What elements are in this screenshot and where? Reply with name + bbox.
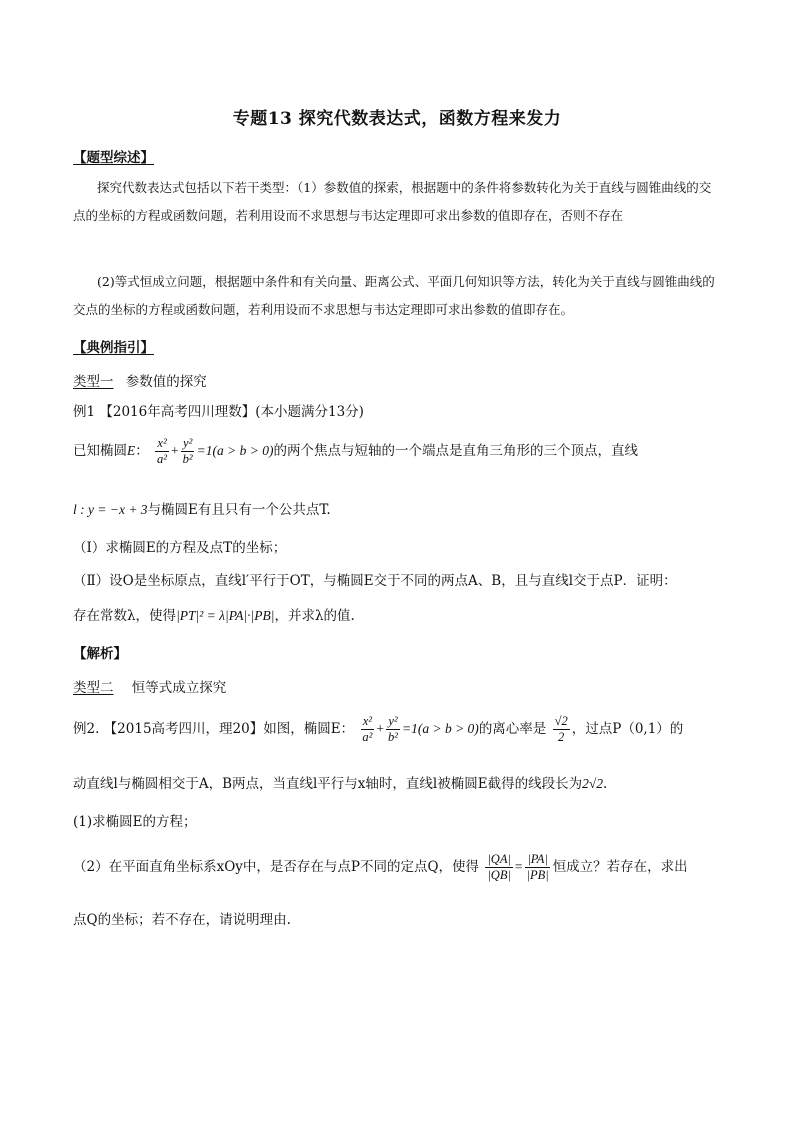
- example1-line-2: l : y = −x + 3与椭圆E有且只有一个公共点T.: [73, 502, 331, 518]
- section-heading-guide: 【典例指引】: [73, 340, 154, 356]
- eccentricity-fraction: $\frac{√2}{2}$: [554, 714, 568, 744]
- ellipse-equation-tail: =1(a > b > 0): [196, 443, 274, 458]
- question-2: （Ⅱ）设O是坐标原点，直线l′平行于OT，与椭圆E交于不同的两点A、B，且与直线l交于点P．证明：: [73, 573, 677, 589]
- example1-text-post: 的两个焦点与短轴的一个端点是直角三角形的三个顶点，直线: [273, 443, 638, 459]
- type2-label: 类型二: [73, 680, 114, 696]
- overview-paragraph-1: 探究代数表达式包括以下若干类型：（1）参数值的探索，根据题中的条件将参数转化为关于直线与圆锥曲线的交点的坐标的方程或函数问题，若利用设而不求思想与韦达定理即可求出参数的值即存在，否则不存在: [73, 180, 712, 223]
- example1-heading: 例1 【2016年高考四川理数】(本小题满分13分): [73, 404, 364, 420]
- type1-title: 参数值的探究: [125, 374, 207, 390]
- ellipse-name: E: [127, 443, 136, 458]
- type1-heading: [73, 370, 733, 390]
- example2-line-1: 例2. 【2015高考四川，理20】如图，椭圆E： $\frac{\text{x²}}{\text{a²}}$ + $\frac{\text{y²}}{\text{b²}}$ =1(a > b > 0)的离心率是 $\frac{√2}{2}$ ，过点P（0,1）的: [73, 714, 684, 744]
- example1-text: 已知椭圆: [73, 443, 127, 459]
- example2-question-2: （2）在平面直角坐标系xOy中，是否存在与点P不同的定点Q，使得 $\frac{|QA|}{|QB|}$ = $\frac{|PA|}{|PB|}$ 恒成立？若存在，求出: [73, 852, 688, 882]
- line-equation: l : y = −x + 3: [73, 502, 148, 517]
- overview-paragraph-2: (2)等式恒成立问题，根据题中条件和有关向量、距离公式、平面几何知识等方法，转化为关于直线与圆锥曲线的交点的坐标的方程或函数问题，若利用设而不求思想与韦达定理即可求出参数的值即存在。: [73, 274, 715, 317]
- example1-line-1: 已知椭圆E： $\frac{\text{x²}}{\text{a²}}$ + $\frac{\text{y²}}{\text{b²}}$ =1(a > b > 0)的两个焦点与短轴的一个端点是直角三角形的三个顶点，直线: [73, 436, 638, 466]
- fraction-x2-a2-ex2: $\frac{\text{x²}}{\text{a²}}$: [362, 714, 373, 744]
- example2-line-2: 动直线l与椭圆相交于A，B两点，当直线l平行与x轴时，直线l被椭圆E截得的线段长为2√2.: [73, 776, 608, 792]
- type2-title: 恒等式成立探究: [131, 680, 227, 696]
- section-heading-overview: 【题型综述】: [73, 150, 154, 166]
- ratio-qa-qb: $\frac{|QA|}{|QB|}$: [487, 852, 511, 882]
- colon: ：: [135, 443, 149, 459]
- ratio-pa-pb: $\frac{|PA|}{|PB|}$: [526, 852, 549, 882]
- pt-equation: |PT|² = λ|PA|·|PB|: [176, 608, 275, 623]
- example2-question-2-continued: 点Q的坐标；若不存在，请说明理由.: [73, 912, 291, 928]
- page-title: 专题13 探究代数表达式，函数方程来发力: [232, 109, 562, 129]
- question-2-continued: 存在常数λ，使得|PT|² = λ|PA|·|PB|，并求λ的值.: [73, 608, 355, 624]
- question-1: （Ⅰ）求椭圆E的方程及点T的坐标；: [73, 540, 287, 556]
- fraction-x2-a2: $\frac{\text{x²}}{\text{a²}}$: [157, 436, 168, 466]
- segment-length: 2√2: [582, 776, 604, 791]
- type1-label: 类型一: [73, 374, 114, 390]
- type2-heading: [73, 676, 733, 696]
- fraction-y2-b2-ex2: $\frac{\text{y²}}{\text{b²}}$: [387, 714, 398, 744]
- example2-question-1: (1)求椭圆E的方程；: [73, 814, 197, 830]
- fraction-y2-b2: $\frac{\text{y²}}{\text{b²}}$: [182, 436, 193, 466]
- solution-heading: 【解析】: [73, 646, 127, 662]
